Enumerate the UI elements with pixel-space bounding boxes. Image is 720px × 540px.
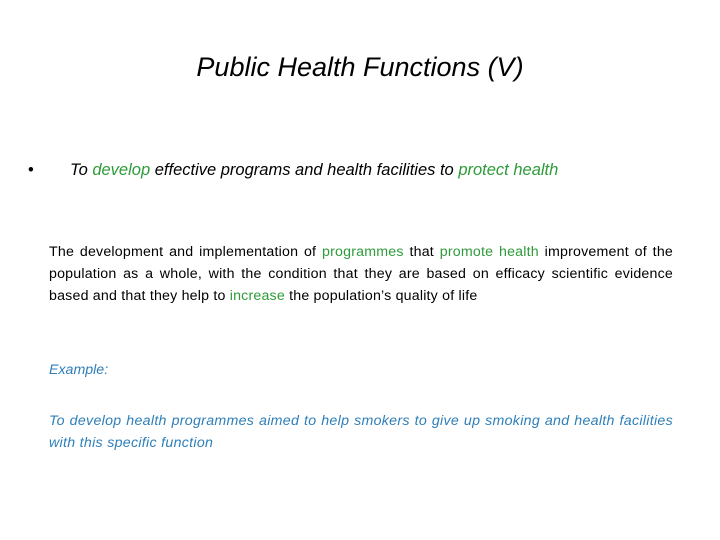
paragraph-text-part-4: the population’s quality of life (284, 288, 478, 304)
example-label: Example: (49, 362, 109, 378)
slide-title: Public Health Functions (V) (196, 52, 524, 82)
bullet-highlight-develop: develop (92, 161, 151, 179)
bullet-highlight-protect-health: protect health (458, 161, 559, 179)
paragraph-highlight-promote-health: promote health (439, 244, 539, 260)
description-paragraph (49, 241, 673, 307)
example-text: To develop health programmes aimed to help smokers to give up smoking and health facilities with this specific function (49, 413, 673, 451)
paragraph-text-part-3: improvement of the population as a whole, with the condition that they are based on efficacy scientific evidence based and that they help to (49, 244, 674, 304)
bullet-marker-icon: • (28, 161, 34, 179)
paragraph-highlight-increase: increase (229, 288, 285, 304)
bullet-point (28, 158, 558, 182)
paragraph-highlight-programmes: programmes (322, 244, 404, 260)
bullet-text-part-2: effective programs and health facilities to (150, 161, 459, 179)
paragraph-text-part-1: The development and implementation of (49, 244, 323, 260)
bullet-text-part-1: To (70, 161, 93, 179)
paragraph-text-part-2: that (403, 244, 440, 260)
